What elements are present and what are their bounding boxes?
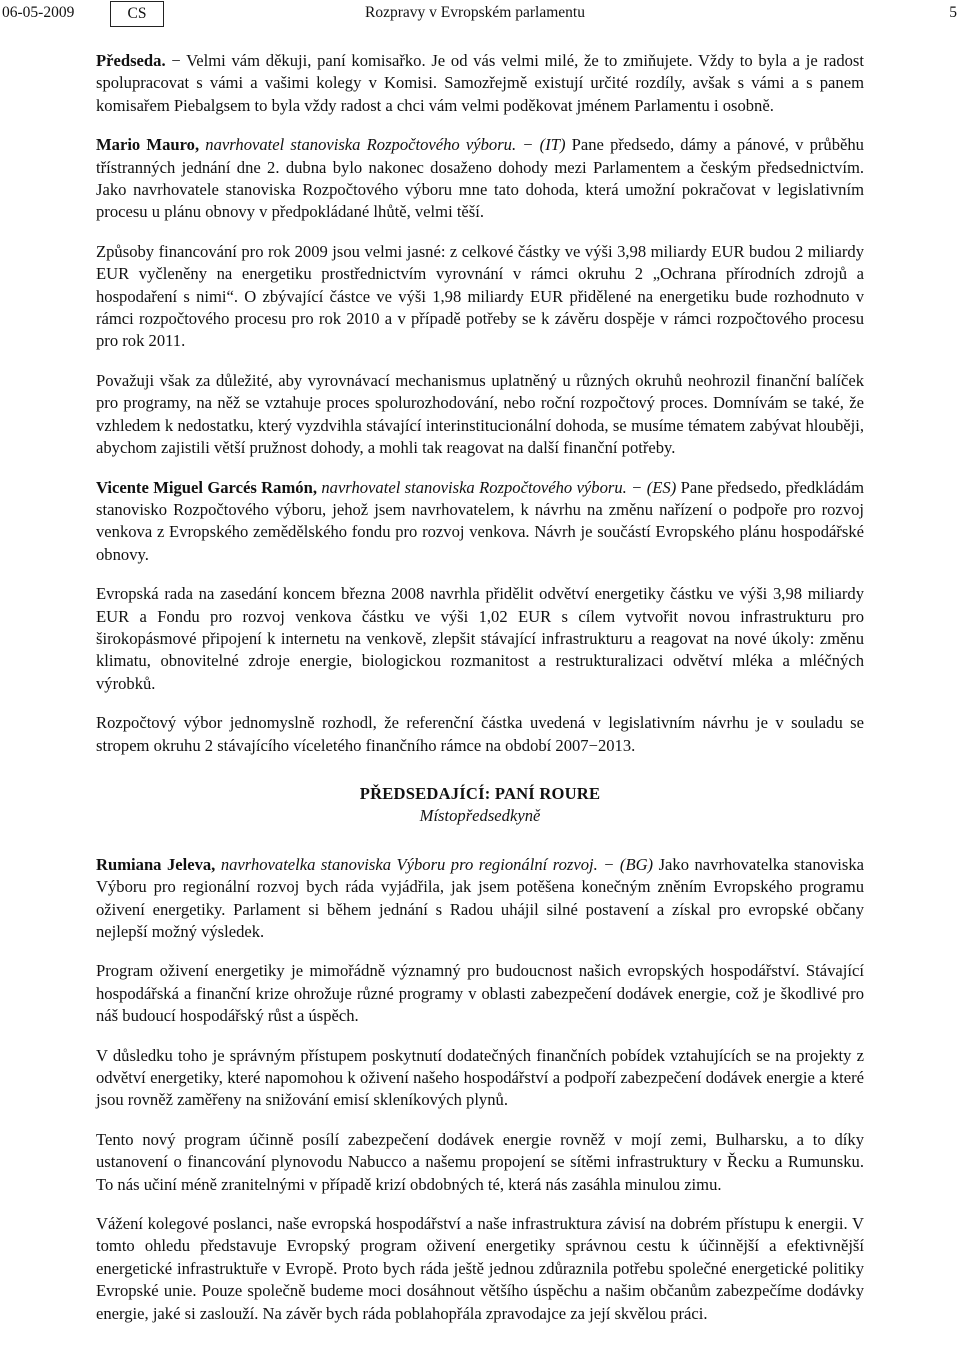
speaker-name: Vicente Miguel Garcés Ramón,	[96, 477, 317, 497]
paragraph-text: − Velmi vám děkuji, paní komisařko. Je od vás velmi milé, že to zmiňujete. Vždy to byla a je radost spolupracovat s vámi a vašimi kolegy v Komisi. Samozřejmě existují určité rozdíly, avšak s vámi a s panem komisařem Piebalgsem to byla vždy radost a chci vám velmi poděkovat jménem Parlamentu i osobně.	[96, 51, 864, 115]
paragraph-text: Rozpočtový výbor jednomyslně rozhodl, že referenční částka uvedená v legislativním návrhu je v souladu se stropem okruhu 2 stávajícího víceletého finančního rámce na období 2007−2013.	[96, 713, 864, 755]
paragraph	[96, 1213, 864, 1325]
paragraph-text: Jako navrhovatelka stanoviska Výboru pro regionální rozvoj bych ráda vyjádřila, jak jsem potěšena konečným zněním Evropského programu oživení energetiky. Parlament si během jednání s Radou uhájil silné postavení a získal pro evropské občany nejlepší možný výsledek.	[96, 854, 865, 941]
paragraph-text: Považuji však za důležité, aby vyrovnávací mechanismus uplatněný u různých okruhů neohrozil finanční balíček pro programy, na něž se vztahuje proces spolurozhodování, nebo roční rozpočtový proces. Domnívám se také, že vzhledem k nedostatku, který vyzdvihla stávající interinstitucionální dohoda, se musíme tématem zabývat hlouběji, abychom zajistili větší pružnost dohody, a mohli tak reagovat na další finanční potřeby.	[96, 370, 864, 458]
paragraph	[96, 1045, 864, 1112]
document-body	[96, 50, 864, 1342]
paragraph-text: Způsoby financování pro rok 2009 jsou velmi jasné: z celkové částky ve výši 3,98 miliardy EUR budou 2 miliardy EUR vyčleněny na energetiku prostřednictvím vyrovnání v rámci okruhu 2 „Ochrana přírodních zdrojů a hospodaření s nimi“. O zbývající částce ve výši 1,98 miliardy EUR přidělené na energetiku bude rozhodnuto v rámci rozpočtového procesu pro rok 2010 a v případě potřeby se k závěru dospěje v rámci rozpočtového procesu pro rok 2011.	[96, 241, 864, 351]
paragraph	[96, 854, 864, 944]
speaker-role: navrhovatel stanoviska Rozpočtového výboru.	[199, 135, 517, 155]
paragraph-text: Program oživení energetiky je mimořádně významný pro budoucnost našich evropských hospodářství. Stávající hospodářská a finanční krize ohrožuje různé programy v oblasti zabezpečení dodávek energie, což je škodlivé pro náš budoucí hospodářský růst a úspěch.	[96, 961, 864, 1026]
section-subtitle: Místopředsedkyně	[419, 806, 541, 826]
paragraph	[96, 370, 864, 460]
speaker-role: navrhovatel stanoviska Rozpočtového výboru.	[316, 477, 627, 497]
paragraph	[96, 712, 864, 757]
paragraph-text: Tento nový program účinně posílí zabezpečení dodávek energie rovněž v mojí zemi, Bulharsku, a to díky ustanovení o financování plynovodu Nabucco a našemu propojení se sítěmi infrastruktury v Řecku a Rumunsku. To nás učiní méně zranitelnými v případě krizí obdobných té, která nás zasáhla minulou zimu.	[96, 1129, 864, 1194]
language-tag: − (ES)	[626, 477, 677, 497]
header-title: Rozpravy v Evropském parlamentu	[365, 4, 585, 21]
speaker-name: Mario Mauro,	[96, 135, 200, 155]
paragraph	[96, 134, 864, 224]
paragraph-text: Evropská rada na zasedání koncem března 2008 navrhla přidělit odvětví energetiky částku ve výši 3,98 miliardy EUR a Fondu pro rozvoj venkova částku ve výši 1,02 EUR s cílem vytvořit novou infrastrukturu pro širokopásmové připojení k internetu na venkově, zlepšit stávající infrastrukturu a reagovat na nové úkoly: změnu klimatu, obnovitelné zdroje energie, biologickou rozmanitost a restrukturalizaci odvětví mléka a mléčných výrobků.	[96, 584, 864, 693]
header-date: 06-05-2009	[2, 4, 75, 21]
page-header	[0, 0, 960, 32]
paragraph	[96, 1129, 864, 1196]
paragraph	[96, 477, 864, 567]
language-tag: − (IT)	[516, 135, 566, 155]
speaker-name: Rumiana Jeleva,	[96, 854, 216, 874]
paragraph	[96, 50, 864, 117]
speaker-role: navrhovatelka stanoviska Výboru pro regionální rozvoj.	[215, 854, 598, 874]
speaker-name: Předseda.	[96, 51, 166, 70]
language-badge: CS	[110, 1, 164, 27]
paragraph-text: V důsledku toho je správným přístupem poskytnutí dodatečných finančních pobídek vztahujících se na projekty z odvětví energetiky, které napomohou k oživení našeho hospodářství a podpoří zabezpečení dodávek energie a které jsou rovněž zaměřeny na snižování emisí skleníkových plynů.	[96, 1045, 864, 1110]
page-number: 5	[949, 4, 957, 21]
section-title: PŘEDSEDAJÍCÍ: PANÍ ROURE	[359, 783, 601, 803]
paragraph	[96, 241, 864, 353]
paragraph-text: Vážení kolegové poslanci, naše evropská hospodářství a naše infrastruktura závisí na dobrém přístupu k energii. V tomto ohledu představuje Evropský program oživení energetiky správnou cestu k účinnější a efektivnější energetické infrastruktuře v Evropě. Proto bych ráda ještě jednou zdůraznila potřebu společné energetické politiky Evropské unie. Pouze společně budeme moci dosáhnout většího úspěchu a našim občanům zabezpečíme dodávky energie, jaké si zaslouží. Na závěr bych ráda poblahopřála zpravodajce za její skvělou práci.	[96, 1214, 864, 1323]
paragraph-text: Pane předsedo, předkládám stanovisko Rozpočtového výboru, jehož jsem navrhovatelem, k návrhu na změnu nařízení o podpoře pro rozvoj venkova z Evropského zemědělského fondu pro rozvoj venkova. Návrh je součástí Evropského plánu hospodářské obnovy.	[96, 477, 864, 564]
paragraph	[96, 960, 864, 1027]
language-tag: − (BG)	[597, 854, 654, 874]
paragraph-text: Pane předsedo, dámy a pánové, v průběhu třístranných jednání dne 2. dubna bylo nakonec dosaženo dohody mezi Parlamentem a českým předsednictvím. Jako navrhovatele stanoviska Rozpočtového výboru mne tato dohoda, která umožní pokračovat v legislativním procesu u plánu obnovy v předpokládané lhůtě, velmi těší.	[96, 135, 864, 222]
paragraph	[96, 583, 864, 695]
